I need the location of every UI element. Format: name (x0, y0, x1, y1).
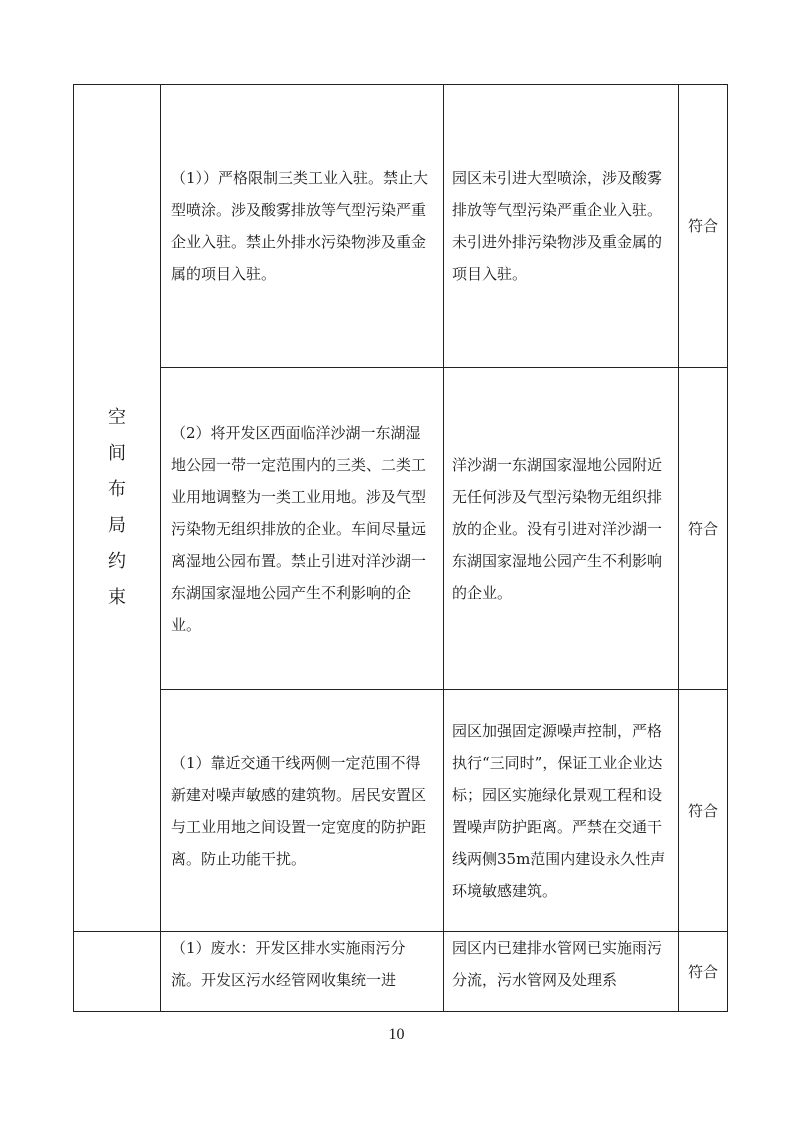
category-char: 束 (108, 587, 126, 608)
situation-cell: 园区加强固定源噪声控制，严格执行“三同时”，保证工业企业达标；园区实施绿化景观工程和设置噪声防护距离。严禁在交通干线两侧35m范围内建设永久性声环境敏感建筑。 (444, 690, 679, 932)
result-cell: 符合 (679, 85, 728, 368)
situation-cell: 园区内已建排水管网已实施雨污分流，污水管网及处理系 (444, 932, 679, 1012)
requirement-cell: （1）废水：开发区排水实施雨污分流。开发区污水经管网收集统一进 (161, 932, 444, 1012)
result-cell: 符合 (679, 368, 728, 690)
table-row (74, 85, 728, 368)
table-row (74, 932, 728, 1012)
requirement-cell: （1））严格限制三类工业入驻。禁止大型喷涂。涉及酸雾排放等气型污染严重企业入驻。禁止外排水污染物涉及重金属的项目入驻。 (161, 85, 444, 368)
category-char: 约 (108, 551, 126, 572)
table-row (74, 368, 728, 690)
compliance-table (73, 84, 728, 1012)
category-cell (74, 85, 161, 932)
category-char: 布 (108, 479, 126, 500)
requirement-cell: （1）靠近交通干线两侧一定范围不得新建对噪声敏感的建筑物。居民安置区与工业用地之间设置一定宽度的防护距离。防止功能干扰。 (161, 690, 444, 932)
category-cell-empty (74, 932, 161, 1012)
table-row (74, 690, 728, 932)
requirement-cell: （2）将开发区西面临洋沙湖一东湖湿地公园一带一定范围内的三类、二类工业用地调整为一类工业用地。涉及气型污染物无组织排放的企业。车间尽量远离湿地公园布置。禁止引进对洋沙湖一东湖国家湿地公园产生不利影响的企业。 (161, 368, 444, 690)
category-char: 局 (108, 515, 126, 536)
situation-cell: 洋沙湖一东湖国家湿地公园附近无任何涉及气型污染物无组织排放的企业。没有引进对洋沙湖一东湖国家湿地公园产生不利影响的企业。 (444, 368, 679, 690)
situation-cell: 园区未引进大型喷涂，涉及酸雾排放等气型污染严重企业入驻。 未引进外排污染物涉及重金属的项目入驻。 (444, 85, 679, 368)
category-char: 空 (108, 407, 126, 428)
result-cell: 符合 (679, 932, 728, 1012)
page-number: 10 (388, 1026, 405, 1043)
result-cell: 符合 (679, 690, 728, 932)
category-char: 间 (108, 443, 126, 464)
